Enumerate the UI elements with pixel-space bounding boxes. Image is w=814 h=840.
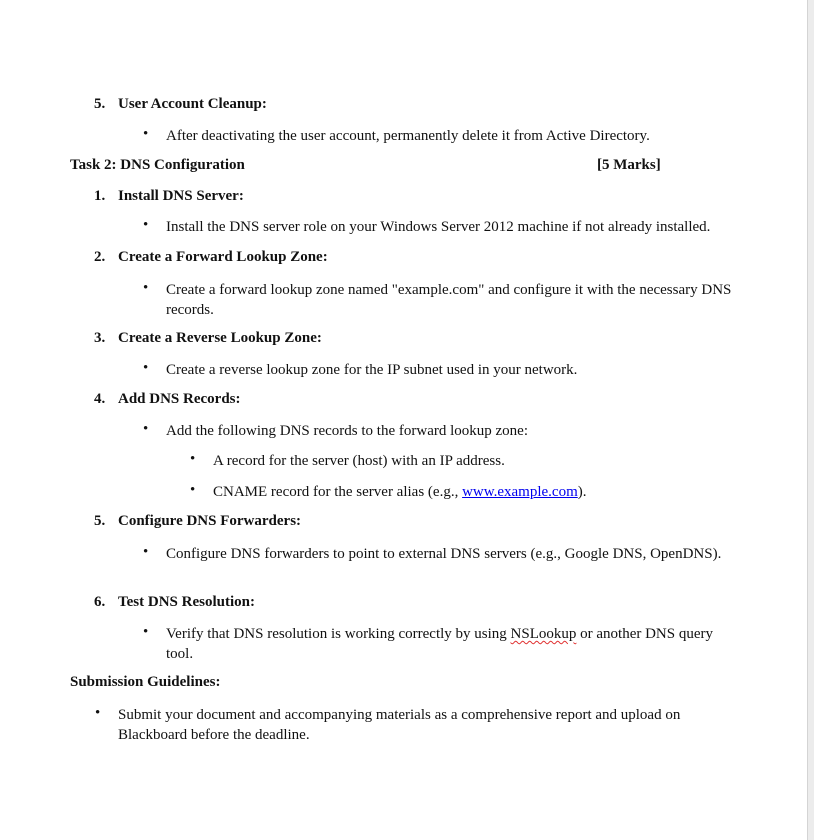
sub-list-item	[190, 482, 750, 502]
heading-text: Test DNS Resolution:	[118, 594, 255, 610]
spellcheck-flagged-word: NSLookup	[510, 626, 577, 642]
bullet-icon: •	[143, 126, 149, 142]
task2-title: Task 2: DNS Configuration	[70, 157, 245, 173]
text-after-link: ).	[577, 484, 587, 500]
test-dns-heading	[94, 594, 255, 611]
bullet-icon: •	[143, 217, 149, 233]
list-number: 1.	[94, 188, 106, 204]
dns-forwarders-heading	[94, 513, 301, 530]
list-item	[143, 421, 743, 441]
forward-lookup-heading	[94, 249, 328, 266]
list-number: 2.	[94, 249, 106, 265]
list-item	[143, 217, 743, 237]
bullet-text: Submit your document and accompanying materials as a comprehensive report and upload on Blackboard before the deadline.	[118, 707, 681, 743]
text-before-flag: Verify that DNS resolution is working correctly by using	[166, 626, 511, 642]
bullet-icon: •	[95, 705, 101, 721]
list-item	[143, 280, 743, 320]
user-account-cleanup-heading	[94, 96, 267, 113]
list-item	[143, 544, 743, 564]
bullet-text: Create a reverse lookup zone for the IP subnet used in your network.	[166, 362, 578, 378]
heading-text: Add DNS Records:	[118, 391, 241, 407]
bullet-icon: •	[143, 421, 149, 437]
bullet-text: Create a forward lookup zone named "example.com" and configure it with the necessary DNS records.	[166, 282, 732, 318]
heading-text: Create a Forward Lookup Zone:	[118, 249, 328, 265]
bullet-text	[213, 482, 750, 502]
list-item	[143, 624, 743, 664]
text-after-flag: or another DNS query tool.	[166, 626, 714, 662]
add-dns-records-heading	[94, 391, 241, 408]
heading-text: Install DNS Server:	[118, 188, 244, 204]
heading-text: Create a Reverse Lookup Zone:	[118, 330, 322, 346]
install-dns-heading	[94, 188, 244, 205]
bullet-text: Add the following DNS records to the forward lookup zone:	[166, 423, 529, 439]
bullet-text: A record for the server (host) with an IP address.	[213, 453, 505, 469]
submission-title: Submission Guidelines:	[70, 674, 221, 690]
task2-marks: [5 Marks]	[597, 157, 661, 173]
page-edge-scrollbar	[807, 0, 814, 840]
bullet-text: Configure DNS forwarders to point to external DNS servers (e.g., Google DNS, OpenDNS).	[166, 546, 722, 562]
bullet-icon: •	[143, 360, 149, 376]
bullet-icon: •	[190, 451, 196, 467]
list-number: 6.	[94, 594, 106, 610]
bullet-icon: •	[143, 280, 149, 296]
list-item	[95, 705, 745, 745]
list-number: 5.	[94, 513, 106, 529]
bullet-text: After deactivating the user account, permanently delete it from Active Directory.	[166, 128, 650, 144]
text-before-link: CNAME record for the server alias (e.g.,	[213, 484, 463, 500]
sub-list-item	[190, 451, 750, 471]
list-number: 3.	[94, 330, 106, 346]
bullet-icon: •	[190, 482, 196, 498]
bullet-icon: •	[143, 624, 149, 640]
list-item	[143, 126, 743, 146]
list-number: 4.	[94, 391, 106, 407]
list-item	[143, 360, 743, 380]
reverse-lookup-heading	[94, 330, 322, 347]
heading-text: Configure DNS Forwarders:	[118, 513, 302, 529]
list-number: 5.	[94, 96, 106, 112]
heading-text: User Account Cleanup:	[118, 96, 267, 112]
bullet-text: Install the DNS server role on your Windows Server 2012 machine if not already installed.	[166, 219, 711, 235]
bullet-icon: •	[143, 544, 149, 560]
example-link[interactable]: www.example.com	[462, 484, 578, 500]
bullet-text	[166, 624, 743, 664]
